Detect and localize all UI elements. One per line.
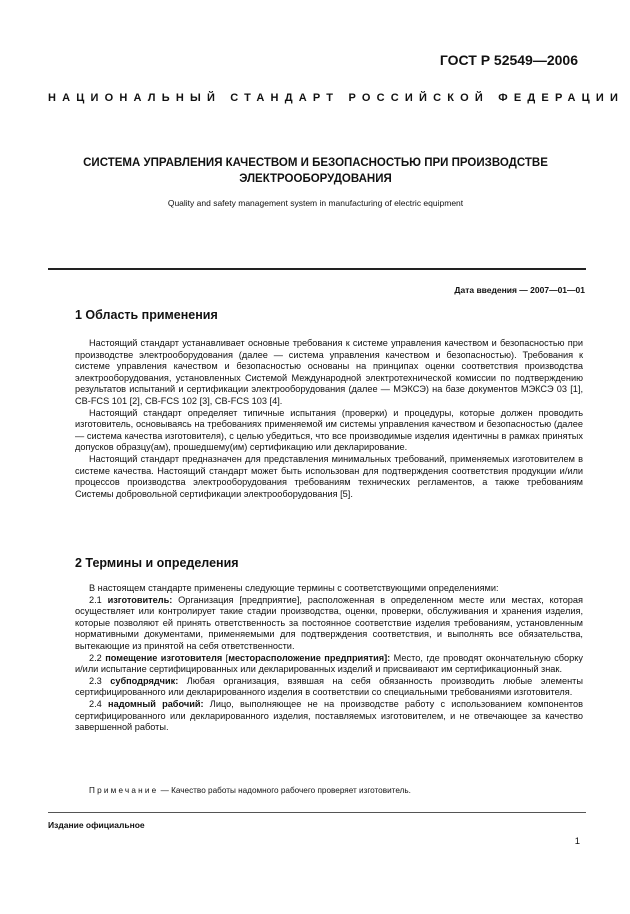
page-number: 1 xyxy=(574,836,580,847)
title-line-2: ЭЛЕКТРООБОРУДОВАНИЯ xyxy=(239,173,392,185)
section-1-body xyxy=(75,338,583,500)
term-number: 2.3 xyxy=(89,675,102,686)
section-1-paragraph-1: Настоящий стандарт устанавливает основные требования к системе управления качеством и безопасностью при производстве электрооборудования (далее — система управления качеством и безопасностью). Требования к системе управления качеством и безопасностью основаны на принципах оценки соответствия производства электрооборудования, установленных Системой Международной электротехнической комиссии по подтверждению результатов испытаний и сертификации электрооборудования (далее — МЭКСЭ) на базе документов МЭКСЭ 03 [1], CB-FCS 101 [2], CB-FCS 102 [3], CB-FCS 103 [4]. xyxy=(75,338,583,406)
document-code: ГОСТ Р 52549—2006 xyxy=(439,52,578,68)
term-2-1 xyxy=(75,595,583,653)
footer-divider xyxy=(48,812,586,813)
note-text: — Качество работы надомного рабочего проверяет изготовитель. xyxy=(158,786,411,795)
title-divider xyxy=(48,268,586,270)
edition-label: Издание официальное xyxy=(48,820,145,830)
section-1-paragraph-3: Настоящий стандарт предназначен для представления минимальных требований, применяемых изготовителем в системе качества. Настоящий стандарт может быть использован для подтверждения соответствия продукции и/или процессов производства электрооборудования требованиям технических регламентов, а также требованиям Системы добровольной сертификации электрооборудования [5]. xyxy=(75,453,583,499)
term-2-3 xyxy=(75,676,583,699)
term-number: 2.4 xyxy=(89,698,102,709)
term-alt-name: месторасположение предприятия xyxy=(228,652,385,663)
document-title xyxy=(48,155,583,187)
introduction-date: Дата введения — 2007—01—01 xyxy=(454,285,585,295)
note xyxy=(89,786,411,795)
term-name: надомный рабочий: xyxy=(108,698,204,709)
note-label: Примечание xyxy=(89,786,159,795)
term-bracket-open: [ xyxy=(222,652,229,663)
term-definition: Лицо, выполняющее не на производстве работу с использованием компонентов сертифицированного или декларированного изделия, поставляемых изготовителем, и не отвечающее за качество завершенной работы. xyxy=(75,698,584,733)
term-number: 2.2 xyxy=(89,652,102,663)
term-definition: Организация [предприятие], расположенная в определенном месте или местах, которая осуществляет или контролирует такие стадии производства, оценки, проверки, обслуживания и хранения изделия, которые позволяют ей принять ответственность за постоянное соответствие изделия требованиям, установленным нормативными документами, применяемыми для подтверждения соответствия, и выполнять все обязательства, вытекающие из принятой на себя ответственности. xyxy=(75,594,583,651)
section-1-paragraph-2: Настоящий стандарт определяет типичные испытания (проверки) и процедуры, которые должен проводить изготовитель, основываясь на требованиях применяемой им системы управления качеством и безопасностью (далее — система качества изготовителя), с целью убедиться, что все производимые изделия идентичны в рамках принятых допусков образцу(ам), прошедшему(им) сертификацию или декларирование. xyxy=(75,407,583,453)
term-2-2 xyxy=(75,653,583,676)
term-definition: Место, где проводят окончательную сборку и/или испытание сертифицированных или декларированных изделий и присваивают им сертификационный знак. xyxy=(75,652,583,675)
term-definition: Любая организация, взявшая на себя обязанность производить любые элементы сертифицированного или декларированного изделия в соответствии со специальными требованиями изготовителя. xyxy=(75,675,583,698)
section-2-intro: В настоящем стандарте применены следующие термины с соответствующими определениями: xyxy=(89,583,499,593)
title-line-1: СИСТЕМА УПРАВЛЕНИЯ КАЧЕСТВОМ И БЕЗОПАСНОСТЬЮ ПРИ ПРОИЗВОДСТВЕ xyxy=(83,157,548,169)
term-number: 2.1 xyxy=(89,594,102,605)
english-title: Quality and safety management system in manufacturing of electric equipment xyxy=(167,198,464,208)
term-name: субподрядчик: xyxy=(110,675,179,686)
term-name: помещение изготовителя xyxy=(105,652,223,663)
term-name: изготовитель: xyxy=(107,594,173,605)
section-2-body xyxy=(75,583,583,734)
term-bracket-close: ]: xyxy=(384,652,391,663)
section-1-heading: 1 Область применения xyxy=(75,308,218,322)
section-2-heading: 2 Термины и определения xyxy=(75,556,239,570)
term-2-4 xyxy=(75,699,583,734)
national-standard-banner: НАЦИОНАЛЬНЫЙ СТАНДАРТ РОССИЙСКОЙ ФЕДЕРАЦИИ xyxy=(48,92,625,104)
